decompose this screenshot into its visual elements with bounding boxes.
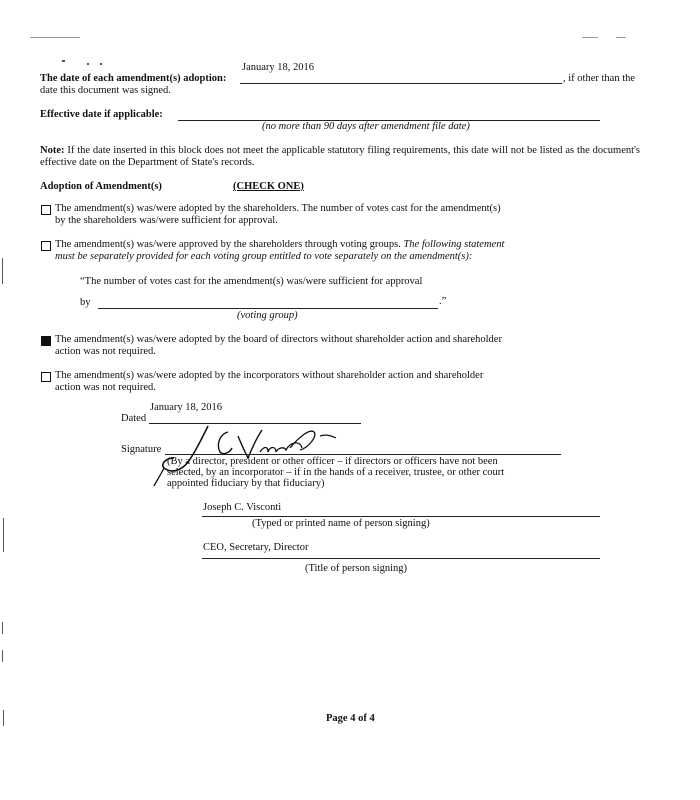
scan-artifact — [3, 518, 4, 552]
option-shareholders-line1: The amendment(s) was/were adopted by the shareholders. The number of votes cast for the amendment(s) — [55, 203, 501, 214]
scan-artifact — [87, 63, 89, 65]
option-board-checkbox[interactable] — [41, 336, 51, 346]
adoption-heading: Adoption of Amendment(s) — [40, 181, 162, 192]
signature-desc-1: (By a director, president or other officer – if directors or officers have not been — [167, 456, 498, 467]
option-incorporators-line2: action was not required. — [55, 382, 156, 393]
scan-artifact — [3, 710, 4, 726]
scan-artifact — [30, 37, 80, 38]
signature-label: Signature — [121, 444, 162, 455]
voting-group-line — [98, 308, 438, 309]
signer-title-line — [202, 558, 600, 559]
check-one-label: (CHECK ONE) — [233, 181, 304, 192]
note-label: Note: — [40, 145, 65, 156]
option-incorporators-checkbox[interactable] — [41, 372, 51, 382]
signer-name-line — [202, 516, 600, 517]
scan-artifact — [2, 622, 3, 634]
voting-by: by — [80, 297, 91, 308]
signer-title-label: (Title of person signing) — [305, 563, 407, 574]
scan-artifact — [616, 37, 626, 38]
signer-name-value: Joseph C. Visconti — [203, 502, 282, 513]
scan-artifact — [582, 37, 598, 38]
effective-date-hint: (no more than 90 days after amendment file date) — [262, 121, 470, 132]
adoption-date-continuation: date this document was signed. — [40, 85, 171, 96]
signer-title-value: CEO, Secretary, Director — [203, 542, 309, 553]
adoption-date-value: January 18, 2016 — [242, 62, 315, 73]
option-board-line1: The amendment(s) was/were adopted by the board of directors without shareholder action and shareholder — [55, 334, 502, 345]
voting-group-label: (voting group) — [237, 310, 298, 321]
note-text: If the date inserted in this block does not meet the applicable statutory filing requirements, this date will not be listed as the document's effective date on the Department of State's records. — [40, 145, 641, 168]
scan-artifact — [100, 63, 102, 65]
option-voting-groups-checkbox[interactable] — [41, 241, 51, 251]
scan-artifact — [62, 60, 65, 62]
voting-quote: “The number of votes cast for the amendment(s) was/were sufficient for approval — [80, 276, 423, 287]
option-board-line2: action was not required. — [55, 346, 156, 357]
option-shareholders-line2: by the shareholders was/were sufficient for approval. — [55, 215, 278, 226]
option-voting-groups-line1-italic: The following statement — [403, 239, 505, 250]
signature-desc-3: appointed fiduciary by that fiduciary) — [167, 478, 325, 489]
option-voting-groups-line1-text: The amendment(s) was/were approved by the shareholders through voting groups. — [55, 239, 401, 250]
signature-desc-2: selected, by an incorporator – if in the hands of a receiver, trustee, or other court — [167, 467, 505, 478]
option-voting-groups-line2: must be separately provided for each voting group entitled to vote separately on the amendment(s): — [55, 251, 473, 262]
option-incorporators-line1: The amendment(s) was/were adopted by the incorporators without shareholder action and shareholder — [55, 370, 484, 381]
effective-date-label-text: Effective date if applicable: — [40, 109, 163, 120]
adoption-date-suffix: , if other than the — [563, 73, 636, 84]
signer-name-label: (Typed or printed name of person signing) — [252, 518, 430, 529]
dated-value: January 18, 2016 — [150, 402, 223, 413]
option-voting-groups-line1 — [55, 239, 504, 250]
dated-label: Dated — [121, 413, 147, 424]
voting-end: .” — [439, 296, 447, 307]
adoption-date-line — [240, 83, 562, 84]
page-number: Page 4 of 4 — [326, 713, 375, 724]
option-shareholders-checkbox[interactable] — [41, 205, 51, 215]
note-paragraph — [40, 145, 640, 169]
adoption-date-label: The date of each amendment(s) adoption: — [40, 73, 227, 84]
effective-date-label — [40, 109, 163, 120]
scan-artifact — [2, 650, 3, 662]
scan-artifact — [2, 258, 3, 284]
